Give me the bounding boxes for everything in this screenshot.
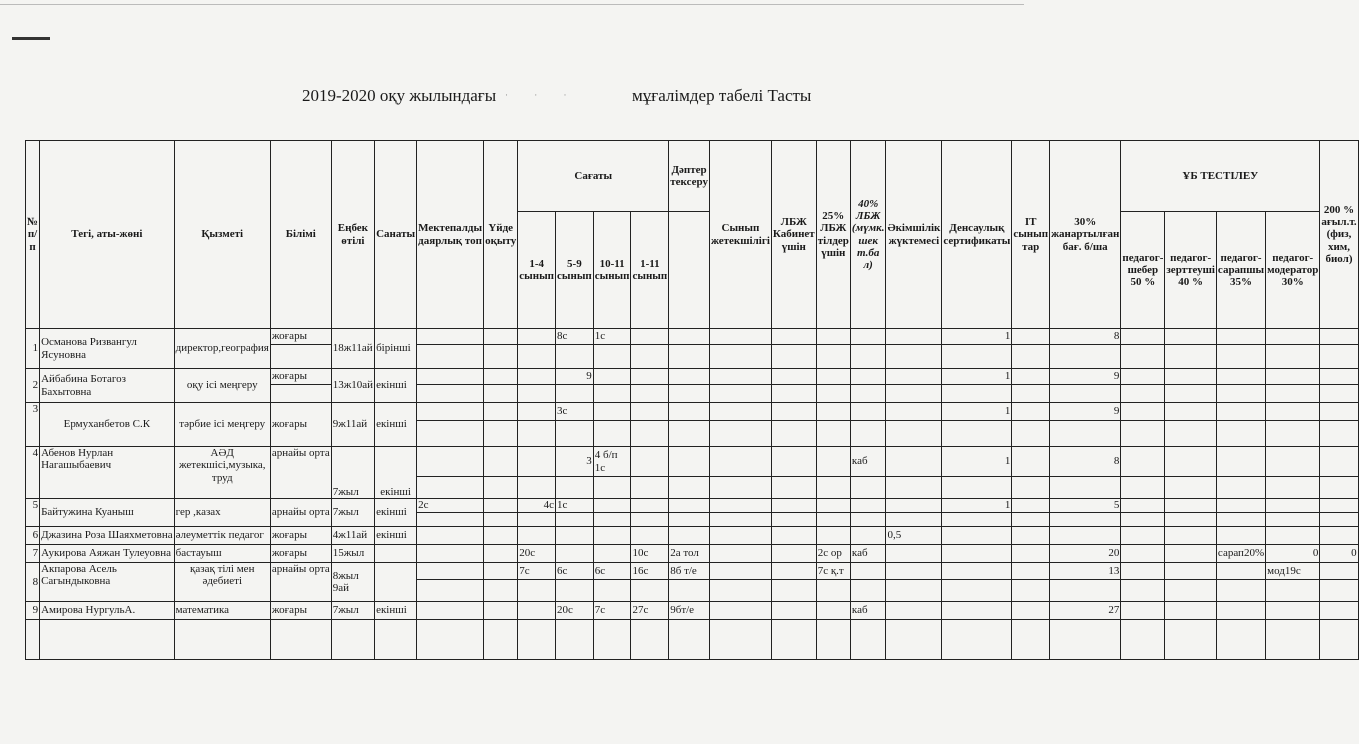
cell-coef30: 20 bbox=[1050, 545, 1121, 563]
header-health: Денсаулық сертификаты bbox=[942, 141, 1012, 329]
document-title-right: мұғалімдер табелі Тасты bbox=[632, 86, 812, 105]
cell-lbzh-25: 2с ор bbox=[816, 545, 850, 563]
table-row bbox=[26, 545, 1359, 563]
cell-h-5-9: 9 bbox=[556, 369, 594, 385]
cell-experience: 9ж11ай bbox=[331, 403, 374, 447]
cell-num: 4 bbox=[26, 447, 40, 499]
cell-category: екінші bbox=[375, 527, 417, 545]
header-name: Тегі, аты-жөні bbox=[40, 141, 175, 329]
header-ub: ҰБ ТЕСТІЛЕУ bbox=[1121, 141, 1320, 212]
header-it: IT сынып тар bbox=[1012, 141, 1050, 329]
cell-category: екінші bbox=[375, 403, 417, 447]
header-hours-10-11: 10-11 сынып bbox=[593, 212, 631, 329]
teacher-timesheet-table bbox=[25, 140, 1359, 660]
cell-category: екінші bbox=[375, 602, 417, 620]
cell-lbzh-40: каб bbox=[850, 447, 886, 477]
cell-position: АӘД жетекшісі,музыка, труд bbox=[174, 447, 270, 499]
header-experience: Еңбек өтілі bbox=[331, 141, 374, 329]
cell-education: жоғары bbox=[270, 602, 331, 620]
cell-name: Айбабина Ботагоз Бахытовна bbox=[40, 369, 175, 403]
header-coef30: 30% жанартылған бағ. б/ша bbox=[1050, 141, 1121, 329]
cell-notebook: 8б т/е bbox=[669, 563, 710, 580]
cell-h-10-11: 6с bbox=[593, 563, 631, 580]
header-extra-200: 200 % ағыл.т.(физ, хим, биол) bbox=[1320, 141, 1358, 329]
cell-num: 1 bbox=[26, 329, 40, 369]
cell-education: жоғары bbox=[270, 527, 331, 545]
cell-health: 1 bbox=[942, 369, 1012, 385]
header-special: Әкімшілік жүктемесі bbox=[886, 141, 942, 329]
cell-num: 8 bbox=[26, 563, 40, 602]
table-row bbox=[26, 369, 1359, 385]
cell-notebook: 9бт/е bbox=[669, 602, 710, 620]
cell-h-1-11: 16с bbox=[631, 563, 669, 580]
header-category: Санаты bbox=[375, 141, 417, 329]
cell-experience: 7жыл bbox=[331, 499, 374, 527]
cell-notebook: 2а тол bbox=[669, 545, 710, 563]
cell-position: әлеуметтік педагог bbox=[174, 527, 270, 545]
cell-health: 1 bbox=[942, 403, 1012, 421]
header-lbzh-40: 40% ЛБЖ (мүмк. шек т.ба л) bbox=[850, 141, 886, 329]
cell-special bbox=[886, 329, 942, 345]
header-hours-1-11: 1-11 сынып bbox=[631, 212, 669, 329]
scan-edge-line bbox=[0, 4, 1024, 5]
cell-ped-40 bbox=[1165, 329, 1217, 345]
header-home: Үйде оқыту bbox=[484, 141, 518, 329]
cell-position: директор,география bbox=[174, 329, 270, 369]
cell-lbzh-25: 7с қ.т bbox=[816, 563, 850, 580]
cell-name: Джазина Роза Шаяхметовна bbox=[40, 527, 175, 545]
cell-coef30: 13 bbox=[1050, 563, 1121, 580]
cell-category: бірінші bbox=[375, 329, 417, 369]
cell-preschool bbox=[417, 329, 484, 345]
cell-coef30: 8 bbox=[1050, 447, 1121, 477]
cell-coef30: 9 bbox=[1050, 369, 1121, 385]
cell-education: арнайы орта bbox=[270, 563, 331, 602]
cell-h-1-4: 4с bbox=[518, 499, 556, 513]
cell-experience: 13ж10ай bbox=[331, 369, 374, 403]
header-num: № п/п bbox=[26, 141, 40, 329]
cell-health: 1 bbox=[942, 447, 1012, 477]
cell-experience: 4ж11ай bbox=[331, 527, 374, 545]
cell-ped-35 bbox=[1216, 329, 1265, 345]
cell-h-5-9: 20с bbox=[556, 602, 594, 620]
cell-h-10-11: 1с bbox=[593, 329, 631, 345]
cell-experience: 15жыл bbox=[331, 545, 374, 563]
cell-num: 3 bbox=[26, 403, 40, 447]
cell-h-5-9: 3 bbox=[556, 447, 594, 477]
table-row bbox=[26, 447, 1359, 477]
cell-lbzh-cabinet bbox=[771, 329, 816, 345]
cell-num: 9 bbox=[26, 602, 40, 620]
header-hours: Сағаты bbox=[518, 141, 669, 212]
cell-h-5-9: 3с bbox=[556, 403, 594, 421]
scan-mark bbox=[12, 37, 50, 40]
cell-it bbox=[1012, 329, 1050, 345]
header-notebook: Дәптер тексеру bbox=[669, 141, 710, 212]
cell-notebook bbox=[669, 329, 710, 345]
cell-coef30: 8 bbox=[1050, 329, 1121, 345]
cell-special: 0,5 bbox=[886, 527, 942, 545]
table-row bbox=[26, 499, 1359, 513]
cell-experience: 7жыл bbox=[331, 447, 374, 499]
cell-h-5-9: 6с bbox=[556, 563, 594, 580]
header-lbzh-25: 25% ЛБЖ тілдер үшін bbox=[816, 141, 850, 329]
cell-extra-200: 0 bbox=[1320, 545, 1358, 563]
cell-position: бастауыш bbox=[174, 545, 270, 563]
cell-education: жоғары bbox=[270, 545, 331, 563]
cell-h-1-4 bbox=[518, 329, 556, 345]
cell-position: оқу ісі меңгеру bbox=[174, 369, 270, 403]
cell-num: 2 bbox=[26, 369, 40, 403]
cell-h-1-11 bbox=[631, 329, 669, 345]
header-class-teacher: Сынып жетекшілігі bbox=[709, 141, 771, 329]
header-hours-1-4: 1-4 сынып bbox=[518, 212, 556, 329]
header-position: Қызметі bbox=[174, 141, 270, 329]
cell-h-1-11: 10с bbox=[631, 545, 669, 563]
cell-extra-200 bbox=[1320, 329, 1358, 345]
cell-position: қазақ тілі мен әдебиеті bbox=[174, 563, 270, 602]
cell-name: Абенов Нурлан Нагашыбаевич bbox=[40, 447, 175, 499]
cell-lbzh-40: каб bbox=[850, 545, 886, 563]
cell-name: Байтужина Куаныш bbox=[40, 499, 175, 527]
cell-lbzh-25 bbox=[816, 329, 850, 345]
cell-h-10-11: 7с bbox=[593, 602, 631, 620]
cell-category: екінші bbox=[375, 369, 417, 403]
cell-num: 5 bbox=[26, 499, 40, 527]
cell-education: арнайы орта bbox=[270, 447, 331, 499]
cell-h-10-11: 4 б/п 1с bbox=[593, 447, 631, 477]
cell-health: 1 bbox=[942, 329, 1012, 345]
cell-name: Амирова НургульА. bbox=[40, 602, 175, 620]
table-row bbox=[26, 620, 1359, 660]
cell-education: жоғары bbox=[270, 369, 331, 385]
cell-num: 7 bbox=[26, 545, 40, 563]
cell-h-5-9: 8с bbox=[556, 329, 594, 345]
cell-education: жоғары bbox=[270, 403, 331, 447]
table-row bbox=[26, 602, 1359, 620]
cell-preschool: 2с bbox=[417, 499, 484, 513]
cell-position: математика bbox=[174, 602, 270, 620]
header-notebook-sub bbox=[669, 212, 710, 329]
cell-education: жоғары bbox=[270, 329, 331, 345]
cell-name: Аукирова Аяжан Тулеуовна bbox=[40, 545, 175, 563]
cell-coef30: 9 bbox=[1050, 403, 1121, 421]
header-preschool: Мектепалды даярлық топ bbox=[417, 141, 484, 329]
cell-experience: 18ж11ай bbox=[331, 329, 374, 369]
cell-coef30: 27 bbox=[1050, 602, 1121, 620]
cell-ped-50 bbox=[1121, 329, 1165, 345]
cell-ped-30: 0 bbox=[1266, 545, 1320, 563]
cell-class-teacher bbox=[709, 329, 771, 345]
cell-h-1-4: 20с bbox=[518, 545, 556, 563]
cell-experience: 7жыл bbox=[331, 602, 374, 620]
cell-num: 6 bbox=[26, 527, 40, 545]
cell-coef30: 5 bbox=[1050, 499, 1121, 513]
cell-health: 1 bbox=[942, 499, 1012, 513]
table-row bbox=[26, 527, 1359, 545]
cell-lbzh-40: каб bbox=[850, 602, 886, 620]
document-title-left: 2019-2020 оқу жылындағы bbox=[302, 86, 497, 105]
header-ped-50: педагог-шебер 50 % bbox=[1121, 212, 1165, 329]
cell-name: Османова Ризвангул Ясуновна bbox=[40, 329, 175, 369]
cell-name: Ермуханбетов С.К bbox=[40, 403, 175, 447]
cell-name: Акпарова Асель Сагындыковна bbox=[40, 563, 175, 602]
cell-ped-30 bbox=[1266, 329, 1320, 345]
header-ped-40: педагог-зерттеуші 40 % bbox=[1165, 212, 1217, 329]
cell-ped-30: мод19с bbox=[1266, 563, 1320, 580]
header-education: Білімі bbox=[270, 141, 331, 329]
cell-lbzh-40 bbox=[850, 329, 886, 345]
cell-position: тәрбие ісі меңгеру bbox=[174, 403, 270, 447]
cell-h-5-9: 1с bbox=[556, 499, 594, 513]
cell-category: екінші bbox=[375, 499, 417, 527]
cell-position: гер ,казах bbox=[174, 499, 270, 527]
scan-specks: · · · bbox=[505, 90, 579, 100]
cell-home bbox=[484, 329, 518, 345]
cell-ped-35: сарап20% bbox=[1216, 545, 1265, 563]
cell-education: арнайы орта bbox=[270, 499, 331, 527]
header-ped-30: педагог-модератор 30% bbox=[1266, 212, 1320, 329]
header-hours-5-9: 5-9 сынып bbox=[556, 212, 594, 329]
header-lbzh-cabinet: ЛБЖ Кабинет үшін bbox=[771, 141, 816, 329]
cell-h-1-11: 27с bbox=[631, 602, 669, 620]
cell-h-1-4: 7с bbox=[518, 563, 556, 580]
table-row bbox=[26, 403, 1359, 421]
cell-experience: 8жыл 9ай bbox=[331, 563, 374, 602]
header-ped-35: педагог-сарапшы 35% bbox=[1216, 212, 1265, 329]
cell-category: екінші bbox=[375, 447, 417, 499]
table-row bbox=[26, 563, 1359, 580]
table-row bbox=[26, 329, 1359, 345]
